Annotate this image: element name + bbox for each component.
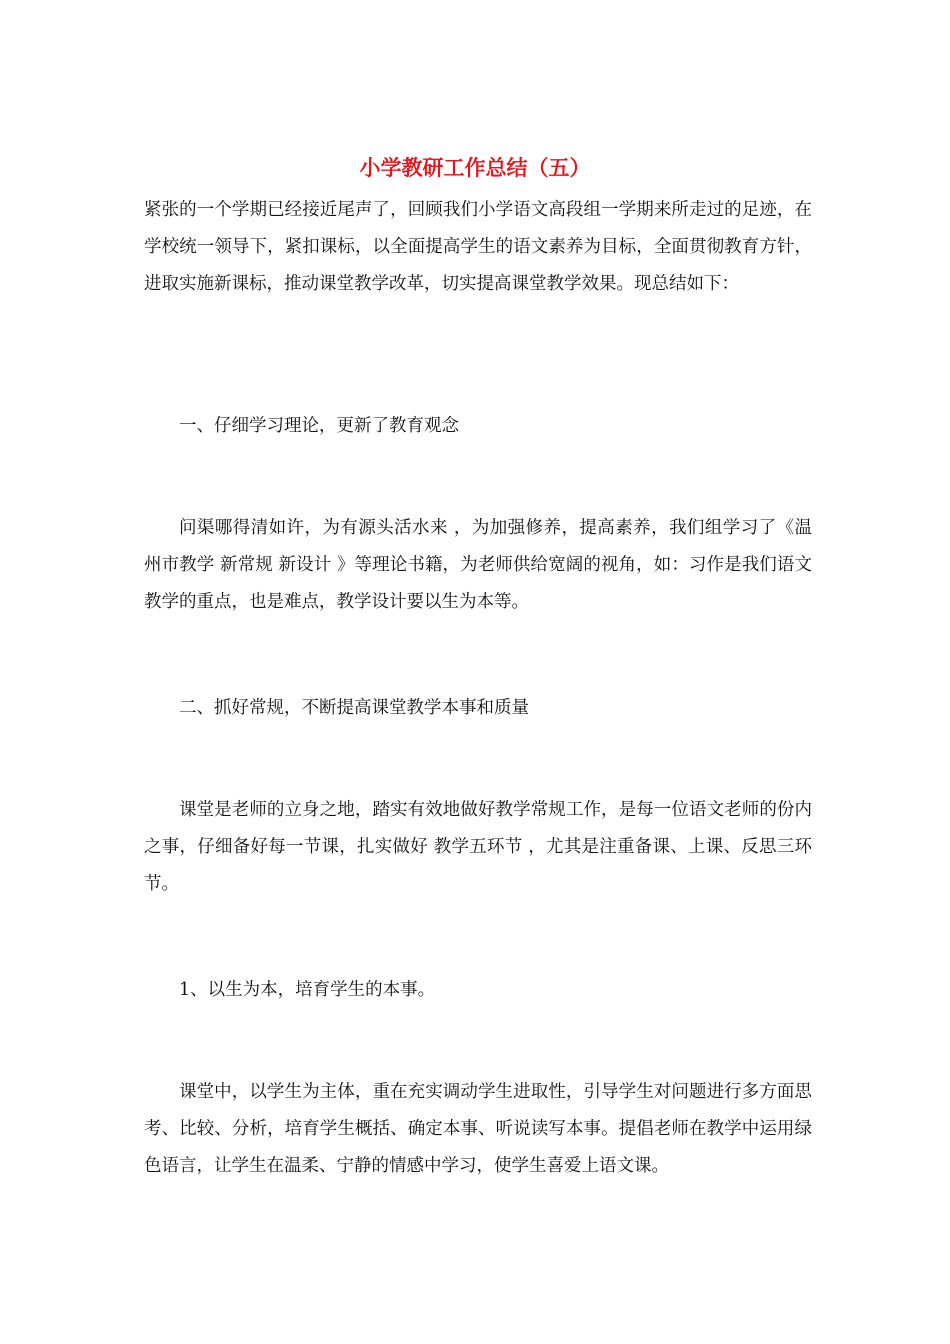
section-2-heading: 二、抓好常规，不断提高课堂教学本事和质量 — [179, 698, 529, 718]
intro-paragraph: 紧张的一个学期已经接近尾声了，回顾我们小学语文高段组一学期来所走过的足迹，在学校统一领导下，紧扣课标，以全面提高学生的语文素养为目标，全面贯彻教育方针，进取实施新课标，推动课堂教学改革，切实提高课堂教学效果。现总结如下： — [144, 200, 812, 294]
subsection-1-paragraph: 课堂中，以学生为主体，重在充实调动学生进取性，引导学生对问题进行多方面思考、比较、分析，培育学生概括、确定本事、听说读写本事。提倡老师在教学中运用绿色语言，让学生在温柔、宁静的情感中学习，使学生喜爱上语文课。 — [144, 1082, 812, 1176]
subsection-1-heading: 1、以生为本，培育学生的本事。 — [179, 980, 436, 1000]
section-1-paragraph: 问渠哪得清如许，为有源头活水来 ，为加强修养，提高素养，我们组学习了《温州市教学 新常规 新设计 》等理论书籍，为老师供给宽阔的视角，如：习作是我们语文教学的重点，也是难点，教学设计要以生为本等。 — [144, 518, 812, 612]
document-title: 小学教研工作总结（五） — [359, 155, 591, 180]
section-1-heading: 一、仔细学习理论，更新了教育观念 — [179, 416, 459, 436]
section-2-paragraph: 课堂是老师的立身之地，踏实有效地做好教学常规工作，是每一位语文老师的份内之事，仔细备好每一节课，扎实做好 教学五环节 ，尤其是注重备课、上课、反思三环节。 — [144, 800, 812, 894]
